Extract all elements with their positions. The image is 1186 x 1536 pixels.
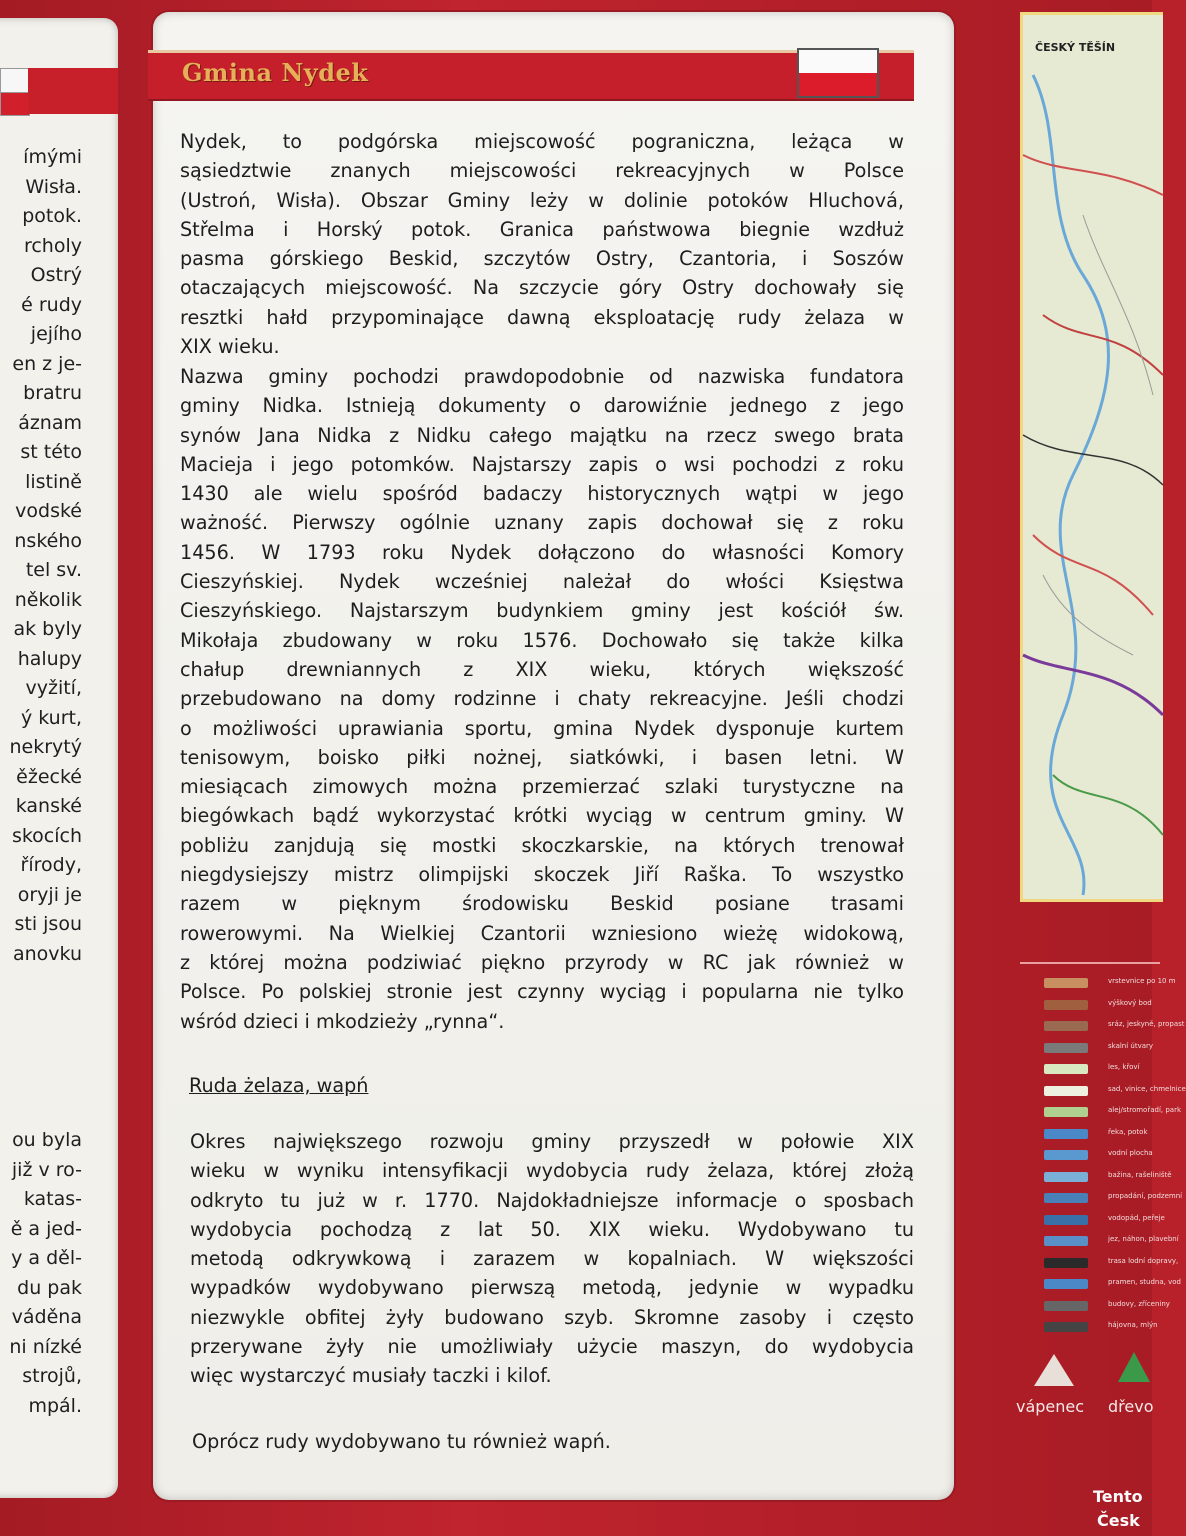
text-line: en z je- — [12, 352, 82, 375]
text-line: st této — [20, 441, 82, 463]
flag-white-stripe — [799, 50, 877, 73]
text-line: metodą odkrywkową i zarazem w kopalniach. W większości — [190, 1247, 914, 1271]
left-flag-white — [0, 68, 30, 94]
left-info-panel — [0, 18, 118, 1498]
text-line: jejího — [30, 323, 82, 345]
closing-line: Oprócz rudy wydobywano tu również wapń. — [192, 1430, 611, 1453]
text-line: halupy — [17, 647, 82, 670]
text-line: ni nízké — [9, 1335, 82, 1358]
legend-swatch — [1044, 1172, 1088, 1182]
legend-label: vodopád, peřeje — [1108, 1213, 1165, 1222]
text-line: Střelma i Horský potok. Granica państwowa biegnie wzdłuż — [180, 217, 904, 241]
legend-word-limestone: vápenec — [1016, 1397, 1085, 1416]
legend-label: jez, náhon, plavební — [1108, 1235, 1179, 1243]
legend-label: sad, vinice, chmelnice — [1108, 1084, 1186, 1093]
text-line: 1430 ale wielu spośród badaczy historycznych wątpi w jego — [180, 482, 904, 506]
text-line: ímými — [23, 146, 82, 168]
text-line: pasma górskiego Beskid, szczytów Ostry, Czantoria, i Soszów — [180, 247, 904, 271]
legend-label: hájovna, mlýn — [1108, 1321, 1158, 1329]
legend-row — [1030, 1017, 1185, 1037]
legend-row — [1030, 1189, 1183, 1209]
legend-swatch — [1044, 1064, 1088, 1074]
footer-text-1: Tento — [1093, 1487, 1143, 1506]
legend-label: propadání, podzemní — [1108, 1192, 1183, 1200]
map-graphic — [1023, 15, 1163, 899]
legend-row — [1030, 1146, 1170, 1166]
text-line: strojů, — [22, 1365, 82, 1387]
legend-row — [1030, 1125, 1170, 1145]
text-line: oryji je — [17, 883, 82, 906]
legend-label: pramen, studna, vod — [1108, 1278, 1181, 1286]
legend-row — [1030, 1211, 1170, 1231]
legend-row — [1030, 1254, 1179, 1274]
text-line: (Ustroń, Wisła). Obszar Gminy leży w dolinie potoków Hluchová, — [180, 188, 904, 212]
legend-row — [1030, 996, 1170, 1016]
text-line: 1456. W 1793 roku Nydek dołączono do własności Komory — [180, 540, 904, 564]
text-line: váděna — [11, 1306, 82, 1328]
legend-swatch — [1044, 978, 1088, 988]
text-line: biegówkach bądź wykorzystać krótki wyciąg w centrum gminy. W — [180, 804, 904, 828]
legend-label: budovy, zříceniny — [1108, 1299, 1170, 1308]
map-panel — [1020, 12, 1163, 902]
tree-icon — [1118, 1352, 1150, 1382]
legend-row — [1030, 1103, 1182, 1123]
legend-label: les, křoví — [1108, 1063, 1140, 1071]
text-line: o możliwości uprawiania sportu, gmina Nydek dysponuje kurtem — [180, 716, 904, 740]
text-line: nského — [14, 529, 82, 552]
text-line: razem w pięknym środowisku Beskid posiane trasami — [180, 892, 904, 916]
legend-swatch — [1044, 1301, 1088, 1311]
text-line: Cieszyńskiej. Nydek wcześniej należał do włości Księstwa — [180, 570, 904, 594]
legend-swatch — [1044, 1043, 1088, 1053]
text-line: ěžecké — [16, 765, 82, 788]
legend-label: sráz, jeskyně, propast — [1108, 1020, 1185, 1028]
text-line: Macieja i jego potomków. Najstarszy zapis o wsi pochodzi z roku — [180, 452, 904, 476]
flag-red-stripe — [799, 73, 877, 96]
legend-swatch — [1044, 1193, 1088, 1203]
text-line: Cieszyńskiego. Najstarszym budynkiem gminy jest kościół św. — [180, 599, 904, 623]
text-line: áznam — [18, 411, 82, 434]
polish-flag — [797, 48, 879, 98]
text-line: tel sv. — [25, 559, 82, 581]
text-line: Mikołaja zbudowany w roku 1576. Dochowało się także kilka — [180, 628, 904, 652]
paragraph-3 — [190, 1127, 914, 1391]
text-line: resztki hałd przypominające dawną eksploatację rudy żelaza w — [180, 305, 904, 329]
text-line: Ostrý — [30, 264, 82, 286]
text-line: wypadków wydobywano pierwszą metodą, jedynie w wypadku — [190, 1276, 914, 1300]
text-line: sąsiedztwie znanych miejscowości rekreacyjnych w Polsce — [180, 159, 904, 183]
text-line: otaczających miejscowość. Na szczycie góry Ostry dochowały się — [180, 276, 904, 300]
text-line: vodské — [15, 500, 82, 522]
text-line: XIX wieku. — [180, 335, 280, 359]
legend-row — [1030, 974, 1176, 994]
text-line: Nydek, to podgórska miejscowość pograniczna, leżąca w — [180, 130, 904, 153]
text-line: anovku — [12, 942, 82, 965]
text-line: skocích — [11, 824, 82, 847]
legend-swatch — [1044, 1000, 1088, 1010]
legend-row — [1030, 1232, 1179, 1252]
legend-swatch — [1044, 1258, 1088, 1268]
text-line: wydobycia pochodzą z lat 50. XIX wieku. Wydobywano tu — [190, 1217, 914, 1241]
text-line: sti jsou — [14, 913, 82, 935]
text-line: du pak — [17, 1276, 82, 1299]
text-line: Wisła. — [25, 175, 82, 198]
legend-label: bažina, rašeliniště — [1108, 1170, 1172, 1179]
text-line: ważność. Pierwszy ogólnie uznany zapis dochował się z roku — [180, 511, 904, 535]
text-line: Polsce. Po polskiej stronie jest czynny wyciąg i popularna nie tylko — [180, 980, 904, 1004]
legend-label: vrstevnice po 10 m — [1108, 977, 1176, 985]
text-line: y a děl- — [11, 1247, 82, 1269]
legend-swatch — [1044, 1107, 1088, 1117]
text-line: niegdysiejszy mistrz olimpijski skoczek Jiří Raška. To wszystko — [180, 863, 904, 887]
text-line: przerywane żyły nie umożliwiały użycie maszyn, do wydobycia — [190, 1335, 914, 1359]
limestone-icon — [1034, 1354, 1074, 1386]
text-line: odkryto tu już w r. 1770. Najdokładniejsze informacje o sposbach — [190, 1188, 914, 1212]
left-panel-text-bottom — [9, 1126, 82, 1421]
legend-swatch — [1044, 1322, 1088, 1332]
text-line: vyžití, — [25, 677, 82, 699]
legend-label: výškový bod — [1108, 998, 1152, 1007]
paragraph-1 — [180, 127, 904, 361]
panel-title: Gmina Nydek — [182, 58, 369, 87]
legend-label: trasa lodní dopravy, — [1108, 1256, 1179, 1265]
text-line: niezwykle obfitej żyły budowano szyb. Skromne zasoby i często — [190, 1305, 914, 1329]
legend-swatch — [1044, 1279, 1088, 1289]
text-line: ý kurt, — [20, 706, 82, 729]
text-line: pobliżu zanjdują się mostki skoczkarskie, na których trenował — [180, 833, 904, 857]
footer-text-2: Česk — [1097, 1511, 1140, 1530]
text-line: rcholy — [23, 234, 82, 257]
text-line: kanské — [15, 795, 82, 817]
text-line: tenisowym, boisko piłki nożnej, siatkówki, i basen letni. W — [180, 745, 904, 769]
text-line: Okres największego rozwoju gminy przyszedł w połowie XIX — [190, 1130, 914, 1153]
text-line: é rudy — [21, 293, 82, 316]
legend-label: vodní plocha — [1108, 1149, 1153, 1157]
left-title-band — [28, 68, 118, 114]
legend-row — [1030, 1318, 1170, 1338]
map-title: ČESKÝ TĚŠÍN — [1035, 41, 1116, 54]
text-line: synów Jana Nidka z Nidku całego majątku na rzecz swego brata — [180, 423, 904, 447]
text-line: řírody, — [20, 854, 82, 876]
text-line: chałup drewniannych z XIX wieku, których większość — [180, 657, 904, 681]
text-line: potok. — [22, 205, 82, 227]
legend-label: skalní útvary — [1108, 1041, 1154, 1050]
text-line: przebudowano na domy rodzinne i chaty rekreacyjne. Jeśli chodzi — [180, 687, 904, 711]
legend-label: řeka, potok — [1108, 1127, 1148, 1136]
legend-row — [1030, 1168, 1170, 1188]
text-line: więc wystarczyć musiały taczki i kilof. — [190, 1364, 552, 1388]
left-panel-text-top — [10, 143, 82, 969]
text-line: ě a jed- — [10, 1217, 82, 1240]
legend-swatch — [1044, 1215, 1088, 1225]
text-line: katas- — [23, 1188, 82, 1210]
text-line: mpál. — [28, 1394, 82, 1417]
text-line: listině — [25, 470, 82, 493]
legend-word-wood: dřevo — [1108, 1397, 1154, 1416]
legend-swatch — [1044, 1086, 1088, 1096]
legend-row — [1030, 1082, 1186, 1102]
text-line: ou byla — [12, 1129, 82, 1151]
text-line: bratru — [23, 382, 82, 404]
text-line: wśród dzieci i mkodzieży „rynna“. — [180, 1009, 505, 1033]
text-line: několik — [14, 588, 82, 611]
left-flag-red — [0, 92, 30, 116]
legend-swatch — [1044, 1021, 1088, 1031]
text-line: Nazwa gminy pochodzi prawdopodobnie od nazwiska fundatora — [180, 365, 904, 388]
text-line: z której można podziwiać piękno przyrody w RC jak również w — [180, 950, 904, 974]
text-line: wieku w wyniku intensyfikacji wydobycia rudy żelaza, której złożą — [190, 1159, 914, 1183]
text-line: ak byly — [13, 618, 82, 640]
legend-swatch — [1044, 1129, 1088, 1139]
text-line: již v ro- — [11, 1158, 82, 1181]
subheading: Ruda żelaza, wapń — [189, 1074, 369, 1097]
legend-swatch — [1044, 1150, 1088, 1160]
legend-row — [1030, 1060, 1170, 1080]
legend-swatch — [1044, 1236, 1088, 1246]
text-line: nekrytý — [9, 736, 82, 758]
legend-row — [1030, 1297, 1170, 1317]
legend-row — [1030, 1039, 1170, 1059]
text-line: rowerowymi. Na Wielkiej Czantorii wzniesiono wieżę widokową, — [180, 921, 904, 945]
text-line: gminy Nidka. Istnieją dokumenty o darowiźnie jednego z jego — [180, 394, 904, 418]
paragraph-2 — [180, 362, 904, 1036]
legend-row — [1030, 1275, 1181, 1295]
text-line: miesiącach zimowych można przemierzać szlaki turystyczne na — [180, 775, 904, 799]
legend-label: alej/stromořadí, park — [1108, 1106, 1182, 1114]
